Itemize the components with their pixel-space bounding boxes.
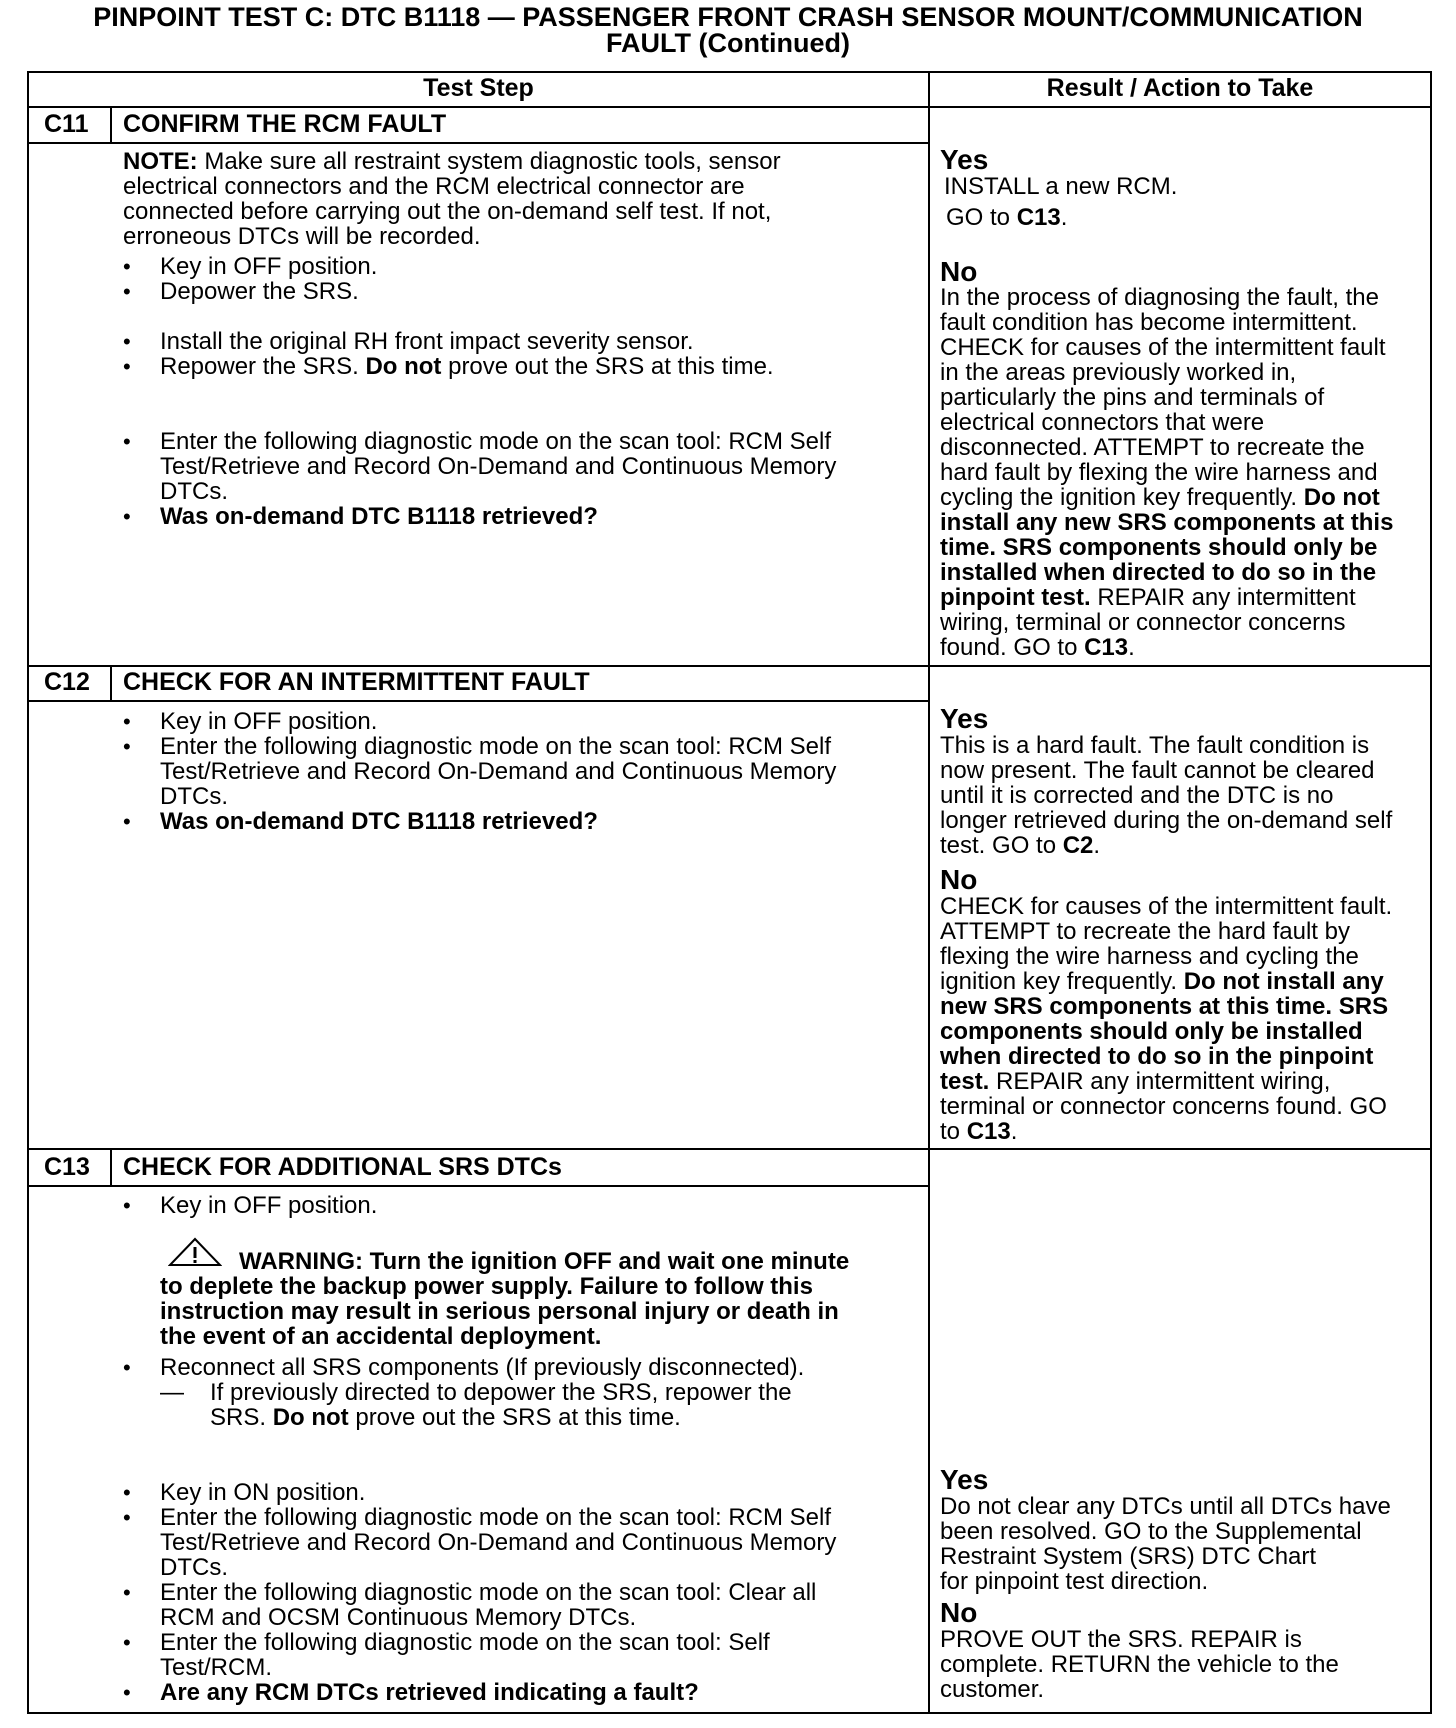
- column-header-test-step: Test Step: [423, 74, 534, 102]
- c11-step-5: [160, 429, 836, 504]
- result-emphasis: Do not install any: [1183, 968, 1384, 995]
- c13-yes-action: [940, 1494, 1391, 1594]
- c13-step-1: Key in OFF position.: [160, 1192, 378, 1219]
- result-line: been resolved. GO to the Supplemental: [940, 1518, 1362, 1545]
- c11-step-4: [160, 354, 774, 379]
- c11-no-label: No: [940, 256, 978, 287]
- result-line: customer.: [940, 1676, 1045, 1703]
- c12-yes-label: Yes: [940, 703, 989, 734]
- result-line: terminal or connector concerns found. GO: [940, 1093, 1387, 1120]
- note-text: erroneous DTCs will be recorded.: [123, 223, 481, 250]
- c13-substep: [210, 1380, 792, 1430]
- result-line: when directed to do so in the pinpoint: [940, 1043, 1374, 1070]
- result-text: cycling the ignition key frequently.: [940, 484, 1304, 511]
- table-bottom-border: [27, 1712, 1432, 1714]
- result-line: This is a hard fault. The fault condition is: [940, 732, 1370, 759]
- bullet-icon: •: [123, 1680, 131, 1705]
- c11-step-5-line: Test/Retrieve and Record On-Demand and Continuous Memory: [160, 453, 837, 480]
- result-emphasis: pinpoint test.: [940, 584, 1091, 611]
- c13-heading: CHECK FOR ADDITIONAL SRS DTCs: [123, 1153, 562, 1181]
- c11-step-5-line: Enter the following diagnostic mode on the scan tool: RCM Self: [160, 428, 832, 455]
- c12-step-2-line: Enter the following diagnostic mode on the scan tool: RCM Self: [160, 733, 832, 760]
- result-line: particularly the pins and terminals of: [940, 384, 1325, 411]
- result-line: for pinpoint test direction.: [940, 1568, 1209, 1595]
- bullet-icon: •: [123, 1355, 131, 1380]
- bullet-icon: •: [123, 504, 131, 529]
- table-top-border: [27, 71, 1432, 73]
- c12-yes-action: [940, 733, 1392, 858]
- c13-question: Are any RCM DTCs retrieved indicating a fault?: [160, 1679, 699, 1706]
- result-line: CHECK for causes of the intermittent fault.: [940, 893, 1393, 920]
- bullet-icon: •: [123, 1480, 131, 1505]
- c12-step-2: [160, 734, 836, 809]
- goto-text: to: [940, 1118, 967, 1145]
- c11-no-action: [940, 285, 1393, 660]
- bullet-icon: •: [123, 1630, 131, 1655]
- c11-heading-border: [27, 142, 930, 144]
- result-line: PROVE OUT the SRS. REPAIR is: [940, 1626, 1302, 1653]
- result-line: components should only be installed: [940, 1018, 1363, 1045]
- c12-step-id: C12: [44, 668, 90, 696]
- c12-no-action: [940, 894, 1392, 1144]
- title-line-2: FAULT (Continued): [606, 28, 850, 58]
- bullet-icon: •: [123, 329, 131, 354]
- c12-step-2-line: DTCs.: [160, 783, 228, 810]
- c13-no-label: No: [940, 1597, 978, 1628]
- c11-id-divider: [110, 106, 112, 143]
- result-line: fault condition has become intermittent.: [940, 309, 1358, 336]
- c12-step-2-line: Test/Retrieve and Record On-Demand and Continuous Memory: [160, 758, 837, 785]
- table-left-border: [27, 71, 29, 1714]
- result-line: now present. The fault cannot be cleared: [940, 757, 1375, 784]
- c11-step-4-text: prove out the SRS at this time.: [441, 353, 774, 380]
- result-line: install any new SRS components at this: [940, 509, 1394, 536]
- column-divider: [928, 71, 930, 1714]
- c11-step-4-text: Repower the SRS.: [160, 353, 366, 380]
- goto-text: .: [1060, 204, 1068, 231]
- c11-step-3: Install the original RH front impact severity sensor.: [160, 328, 694, 355]
- c12-id-divider: [110, 665, 112, 701]
- result-line: flexing the wire harness and cycling the: [940, 943, 1359, 970]
- bullet-icon: •: [123, 354, 131, 379]
- c11-step-2: Depower the SRS.: [160, 278, 359, 305]
- result-text: ignition key frequently.: [940, 968, 1184, 995]
- c13-step-2: Reconnect all SRS components (If previously disconnected).: [160, 1354, 805, 1381]
- c11-step-1: Key in OFF position.: [160, 253, 378, 280]
- result-emphasis: Do not: [1303, 484, 1380, 511]
- warning-line: the event of an accidental deployment.: [160, 1323, 602, 1350]
- goto-step-link[interactable]: C13: [1016, 204, 1061, 231]
- c13-step-6-line: Test/RCM.: [160, 1654, 273, 1681]
- substep-line: If previously directed to depower the SRS, repower the: [210, 1379, 792, 1406]
- c11-step-5-line: DTCs.: [160, 478, 228, 505]
- note-text: connected before carrying out the on-demand self test. If not,: [123, 198, 772, 225]
- bullet-icon: •: [123, 1580, 131, 1605]
- result-line: Do not clear any DTCs until all DTCs have: [940, 1493, 1391, 1520]
- result-line: new SRS components at this time. SRS: [940, 993, 1389, 1020]
- bullet-icon: •: [123, 809, 131, 834]
- bullet-icon: •: [123, 1193, 131, 1218]
- result-line: Restraint System (SRS) DTC Chart: [940, 1543, 1317, 1570]
- title-line-1: PINPOINT TEST C: DTC B1118 — PASSENGER FRONT CRASH SENSOR MOUNT/COMMUNICATION: [93, 2, 1363, 32]
- warning-line: to deplete the backup power supply. Failure to follow this: [160, 1273, 813, 1300]
- c11-step-4-emphasis: Do not: [365, 353, 442, 380]
- result-line: complete. RETURN the vehicle to the: [940, 1651, 1339, 1678]
- goto-step-link[interactable]: C13: [966, 1118, 1011, 1145]
- c13-no-action: [940, 1627, 1339, 1702]
- bullet-icon: •: [123, 254, 131, 279]
- result-line: in the areas previously worked in,: [940, 359, 1297, 386]
- c13-step-3: Key in ON position.: [160, 1479, 366, 1506]
- warning-line: instruction may result in serious personal injury or death in: [160, 1298, 839, 1325]
- result-line: ATTEMPT to recreate the hard fault by: [940, 918, 1350, 945]
- substep-emphasis: Do not: [272, 1404, 349, 1431]
- c13-warning: [160, 1249, 849, 1349]
- bullet-icon: •: [123, 279, 131, 304]
- c12-no-label: No: [940, 864, 978, 895]
- c11-yes-action: INSTALL a new RCM.: [944, 173, 1178, 200]
- c13-yes-label: Yes: [940, 1464, 989, 1495]
- note-text: electrical connectors and the RCM electrical connector are: [123, 173, 745, 200]
- c11-question: Was on-demand DTC B1118 retrieved?: [160, 503, 598, 530]
- bullet-icon: •: [123, 429, 131, 454]
- c13-step-5-line: Enter the following diagnostic mode on the scan tool: Clear all: [160, 1579, 817, 1606]
- header-bottom-border: [27, 106, 1432, 108]
- bullet-icon: •: [123, 734, 131, 759]
- result-line: electrical connectors that were: [940, 409, 1265, 436]
- c13-step-4-line: Test/Retrieve and Record On-Demand and Continuous Memory: [160, 1529, 837, 1556]
- warning-line: WARNING: Turn the ignition OFF and wait one minute: [239, 1248, 850, 1275]
- result-line: wiring, terminal or connector concerns: [940, 609, 1346, 636]
- note-label: NOTE:: [123, 148, 198, 175]
- page-title: [0, 4, 1456, 56]
- c13-step-4-line: DTCs.: [160, 1554, 228, 1581]
- substep-text: prove out the SRS at this time.: [348, 1404, 681, 1431]
- c12-question: Was on-demand DTC B1118 retrieved?: [160, 808, 598, 835]
- goto-text: .: [1093, 832, 1101, 859]
- result-line: disconnected. ATTEMPT to recreate the: [940, 434, 1365, 461]
- c13-top-border: [27, 1148, 1432, 1150]
- result-text: REPAIR any intermittent: [1090, 584, 1356, 611]
- result-line: installed when directed to do so in the: [940, 559, 1377, 586]
- result-line: longer retrieved during the on-demand self: [940, 807, 1393, 834]
- c12-heading: CHECK FOR AN INTERMITTENT FAULT: [123, 668, 590, 696]
- result-emphasis: test.: [940, 1068, 990, 1095]
- result-line: In the process of diagnosing the fault, the: [940, 284, 1379, 311]
- goto-text: test. GO to: [940, 832, 1063, 859]
- result-line: until it is corrected and the DTC is no: [940, 782, 1334, 809]
- goto-text: GO to: [946, 204, 1017, 231]
- c11-note: [123, 149, 781, 249]
- result-line: CHECK for causes of the intermittent fault: [940, 334, 1386, 361]
- c13-id-divider: [110, 1148, 112, 1186]
- c13-step-id: C13: [44, 1153, 90, 1181]
- c13-step-4-line: Enter the following diagnostic mode on the scan tool: RCM Self: [160, 1504, 832, 1531]
- bullet-icon: •: [123, 709, 131, 734]
- c13-step-5: [160, 1580, 816, 1630]
- c13-step-5-line: RCM and OCSM Continuous Memory DTCs.: [160, 1604, 637, 1631]
- goto-step-link[interactable]: C13: [1084, 634, 1129, 661]
- substep-text: SRS.: [210, 1404, 273, 1431]
- goto-text: .: [1010, 1118, 1018, 1145]
- result-line: time. SRS components should only be: [940, 534, 1378, 561]
- result-text: REPAIR any intermittent wiring,: [989, 1068, 1331, 1095]
- table-right-border: [1430, 71, 1432, 1714]
- c11-heading: CONFIRM THE RCM FAULT: [123, 110, 447, 138]
- column-header-result: Result / Action to Take: [1046, 74, 1314, 102]
- c13-step-6: [160, 1630, 770, 1680]
- c11-step-id: C11: [44, 110, 89, 138]
- c13-step-4: [160, 1505, 836, 1580]
- c12-step-1: Key in OFF position.: [160, 708, 378, 735]
- c13-step-6-line: Enter the following diagnostic mode on the scan tool: Self: [160, 1629, 770, 1656]
- result-line: hard fault by flexing the wire harness and: [940, 459, 1378, 486]
- goto-step-link[interactable]: C2: [1062, 832, 1094, 859]
- c11-yes-label: Yes: [940, 144, 989, 175]
- c12-top-border: [27, 665, 1432, 667]
- bullet-icon: •: [123, 1505, 131, 1530]
- goto-text: found. GO to: [940, 634, 1085, 661]
- c11-yes-goto: [946, 205, 1067, 230]
- dash-icon: —: [160, 1379, 184, 1406]
- goto-text: .: [1128, 634, 1135, 661]
- c12-heading-border: [27, 700, 930, 702]
- note-text: Make sure all restraint system diagnostic tools, sensor: [197, 148, 781, 175]
- c13-heading-border: [27, 1185, 930, 1187]
